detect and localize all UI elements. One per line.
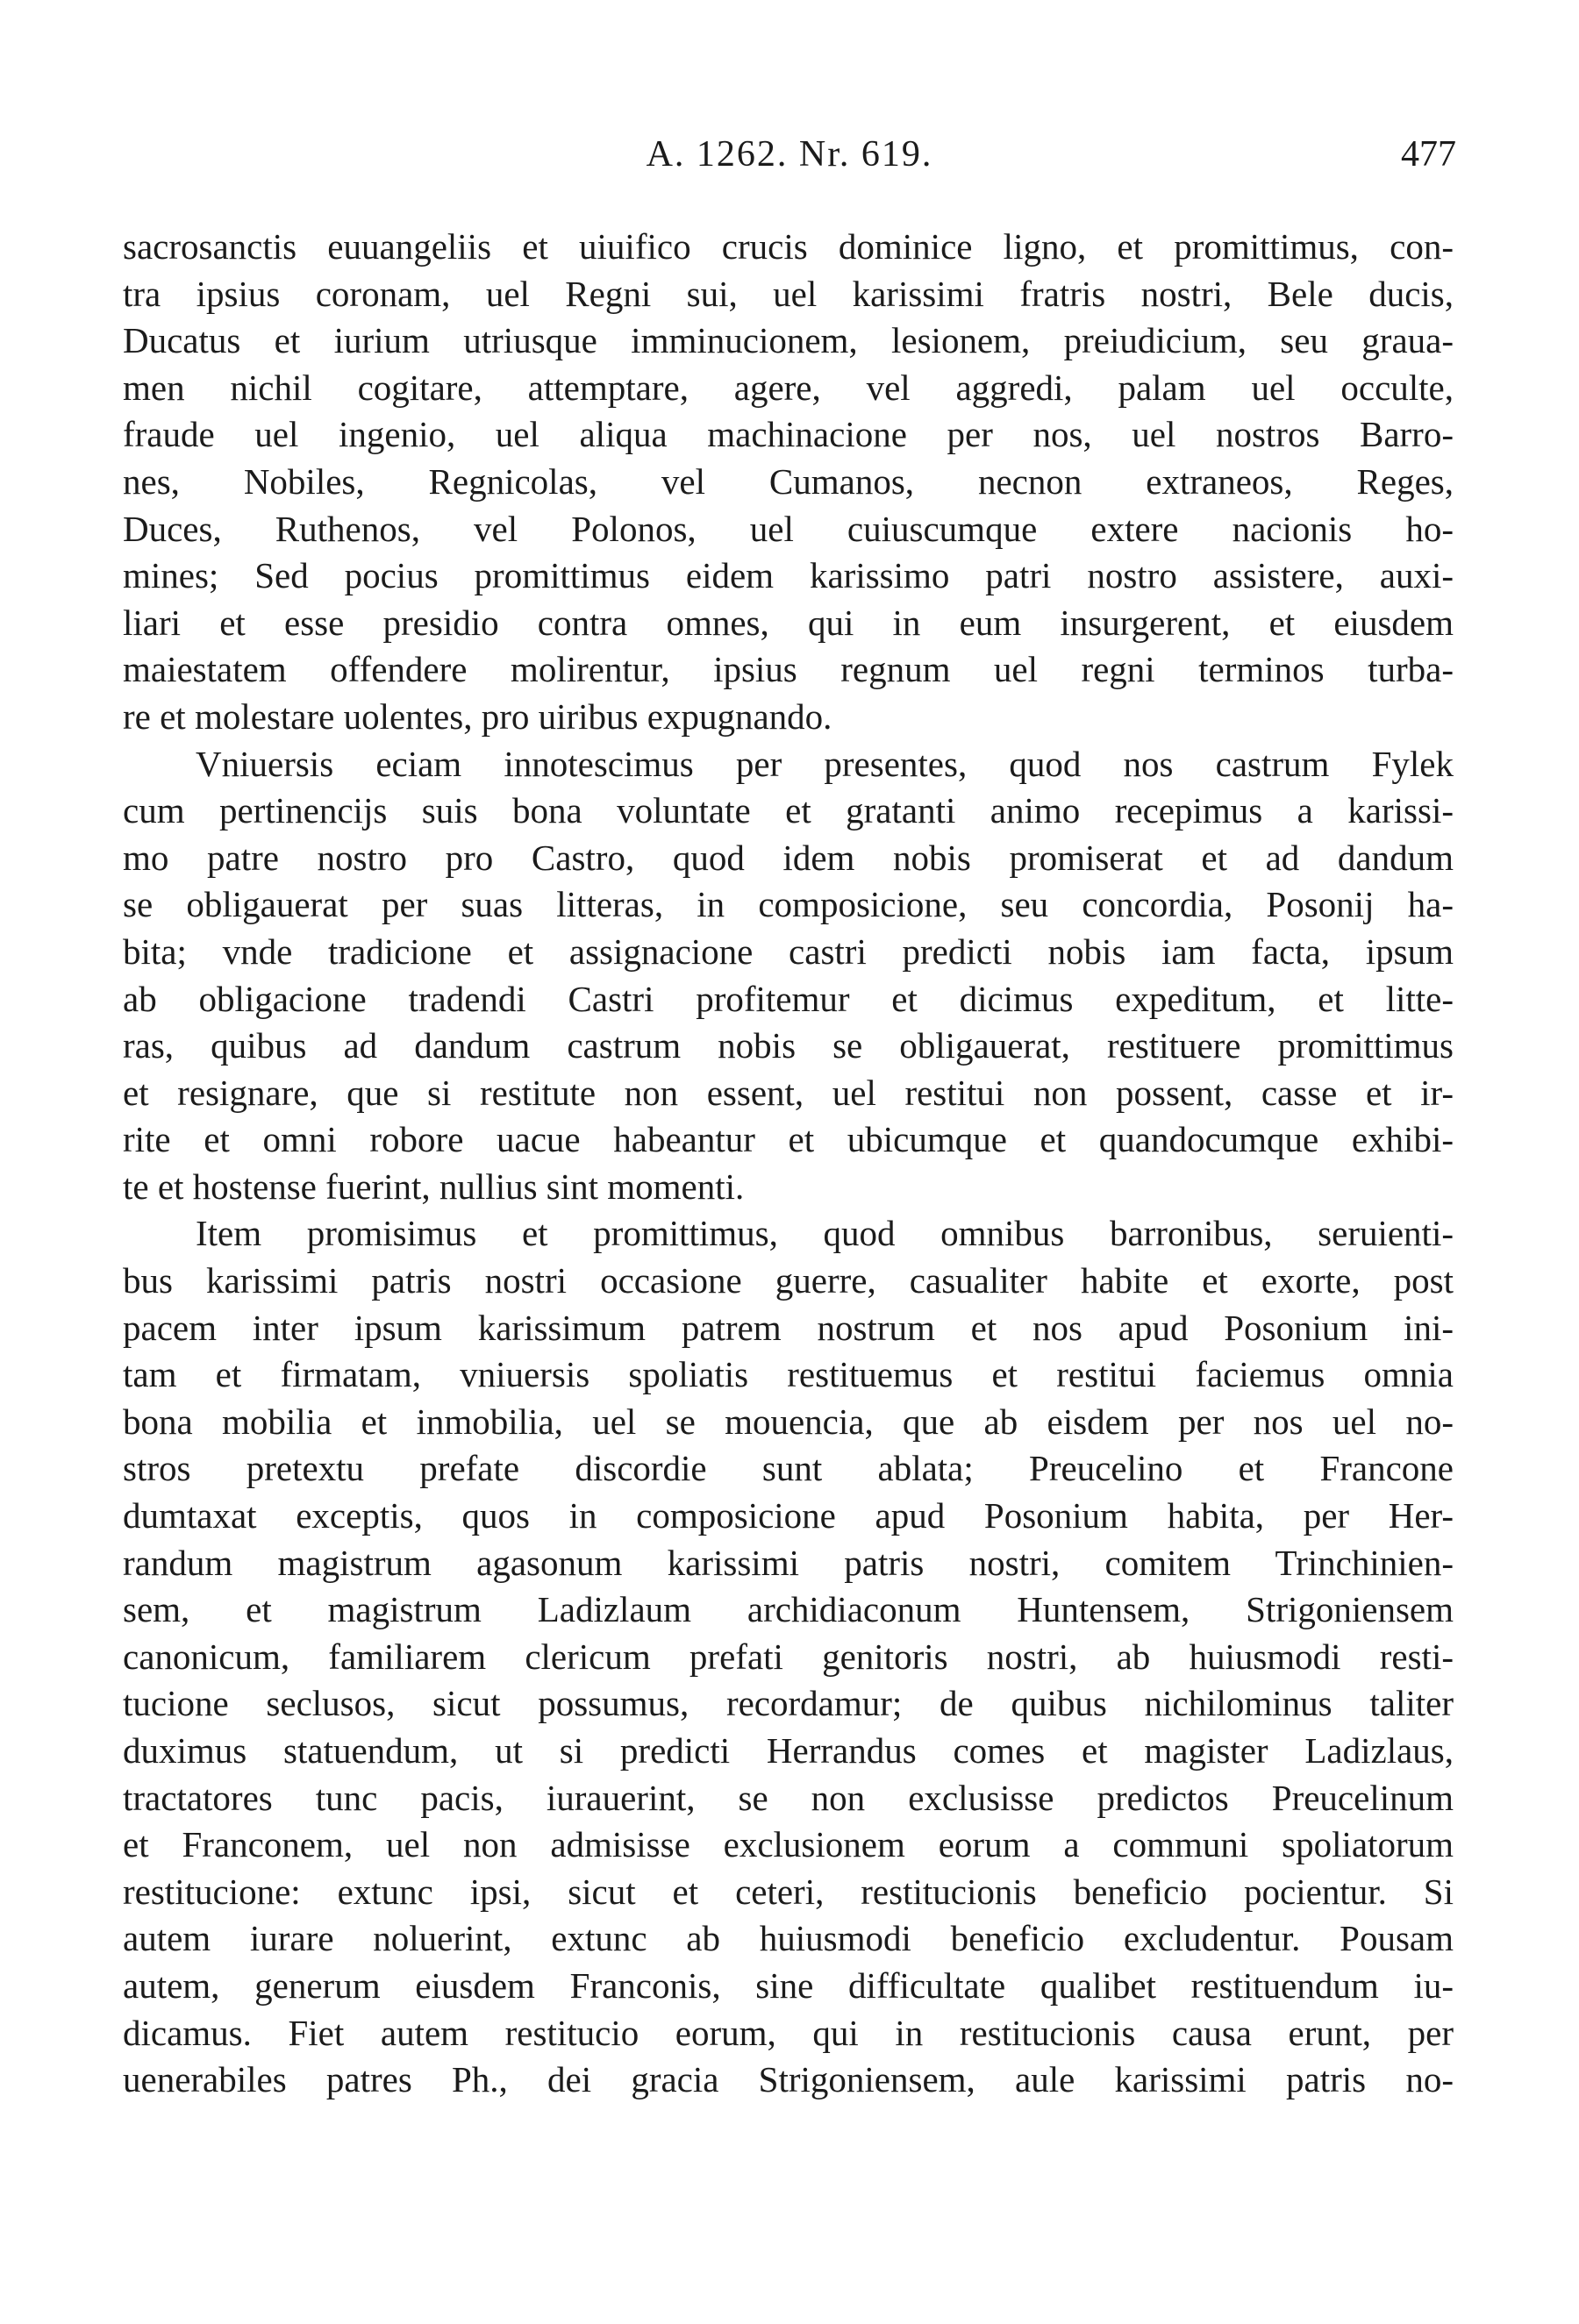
text-line: mo patre nostro pro Castro, quod idem nobis promiserat et ad dandum <box>123 837 1454 878</box>
text-line: randum magistrum agasonum karissimi patris nostri, comitem Trinchinien- <box>123 1542 1454 1583</box>
text-line: Duces, Ruthenos, vel Polonos, uel cuiuscumque extere nacionis ho- <box>123 508 1454 549</box>
page-number: 477 <box>1401 134 1456 175</box>
text-line: sem, et magistrum Ladizlaum archidiaconum Huntensem, Strigoniensem <box>123 1589 1454 1630</box>
text-line: liari et esse presidio contra omnes, qui in eum insurgerent, et eiusdem <box>123 602 1454 643</box>
text-line: et Franconem, uel non admisisse exclusionem eorum a communi spoliatorum <box>123 1824 1454 1865</box>
text-line: re et molestare uolentes, pro uiribus expugnando. <box>123 695 832 737</box>
text-line: bus karissimi patris nostri occasione guerre, casualiter habite et exorte, post <box>123 1260 1454 1301</box>
text-line: se obligauerat per suas litteras, in composicione, seu concordia, Posonij ha- <box>123 884 1454 925</box>
text-line: tra ipsius coronam, uel Regni sui, uel karissimi fratris nostri, Bele ducis, <box>123 273 1454 314</box>
text-line: stros pretextu prefate discordie sunt ablata; Preucelino et Francone <box>123 1448 1454 1489</box>
text-line: tractatores tunc pacis, iurauerint, se non exclusisse predictos Preucelinum <box>123 1777 1454 1818</box>
text-line: maiestatem offendere molirentur, ipsius regnum uel regni terminos turba- <box>123 649 1454 690</box>
text-line: te et hostense fuerint, nullius sint momenti. <box>123 1166 745 1207</box>
text-line: pacem inter ipsum karissimum patrem nostrum et nos apud Posonium ini- <box>123 1307 1454 1348</box>
text-line: bona mobilia et inmobilia, uel se mouencia, que ab eisdem per nos uel no- <box>123 1401 1454 1442</box>
text-line: dicamus. Fiet autem restitucio eorum, qui in restitucionis causa erunt, per <box>123 2012 1454 2053</box>
text-line: mines; Sed pocius promittimus eidem karissimo patri nostro assistere, auxi- <box>123 555 1454 596</box>
text-line: dumtaxat exceptis, quos in composicione apud Posonium habita, per Her- <box>123 1495 1454 1536</box>
text-line: nes, Nobiles, Regnicolas, vel Cumanos, necnon extraneos, Reges, <box>123 460 1454 502</box>
paragraph-start-line: Vniuersis eciam innotescimus per presentes, quod nos castrum Fylek <box>196 743 1454 784</box>
text-line: restitucione: extunc ipsi, sicut et ceteri, restitucionis beneficio pocientur. Si <box>123 1871 1454 1912</box>
text-line: men nichil cogitare, attemptare, agere, vel aggredi, palam uel occulte, <box>123 367 1454 408</box>
document-body <box>123 224 1454 2104</box>
text-line: ab obligacione tradendi Castri profitemur et dicimus expeditum, et litte- <box>123 978 1454 1019</box>
text-line: fraude uel ingenio, uel aliqua machinacione per nos, uel nostros Barro- <box>123 414 1454 455</box>
text-line: bita; vnde tradicione et assignacione castri predicti nobis iam facta, ipsum <box>123 930 1454 972</box>
text-line: rite et omni robore uacue habeantur et ubicumque et quandocumque exhibi- <box>123 1119 1454 1160</box>
text-line: tucione seclusos, sicut possumus, recordamur; de quibus nichilominus taliter <box>123 1683 1454 1724</box>
text-line: ras, quibus ad dandum castrum nobis se obligauerat, restituere promittimus <box>123 1025 1454 1066</box>
text-line: cum pertinencijs suis bona voluntate et gratanti animo recepimus a karissi- <box>123 790 1454 831</box>
text-line: canonicum, familiarem clericum prefati genitoris nostri, ab huiusmodi resti- <box>123 1636 1454 1677</box>
text-line: autem iurare noluerint, extunc ab huiusmodi beneficio excludentur. Pousam <box>123 1918 1454 1959</box>
text-line: Ducatus et iurium utriusque imminucionem, lesionem, preiudicium, seu graua- <box>123 320 1454 361</box>
text-line: duximus statuendum, ut si predicti Herrandus comes et magister Ladizlaus, <box>123 1730 1454 1771</box>
text-line: sacrosanctis euuangeliis et uiuifico crucis dominice ligno, et promittimus, con- <box>123 226 1454 267</box>
text-line: tam et firmatam, vniuersis spoliatis restituemus et restitui faciemus omnia <box>123 1354 1454 1395</box>
paragraph-start-line: Item promisimus et promittimus, quod omnibus barronibus, seruienti- <box>196 1213 1454 1254</box>
running-head: A. 1262. Nr. 619. <box>646 134 933 175</box>
text-line: et resignare, que si restitute non essent, uel restitui non possent, casse et ir- <box>123 1072 1454 1113</box>
text-line: uenerabiles patres Ph., dei gracia Strigoniensem, aule karissimi patris no- <box>123 2059 1454 2100</box>
page-header <box>123 133 1456 186</box>
text-line: autem, generum eiusdem Franconis, sine difficultate qualibet restituendum iu- <box>123 1964 1454 2006</box>
